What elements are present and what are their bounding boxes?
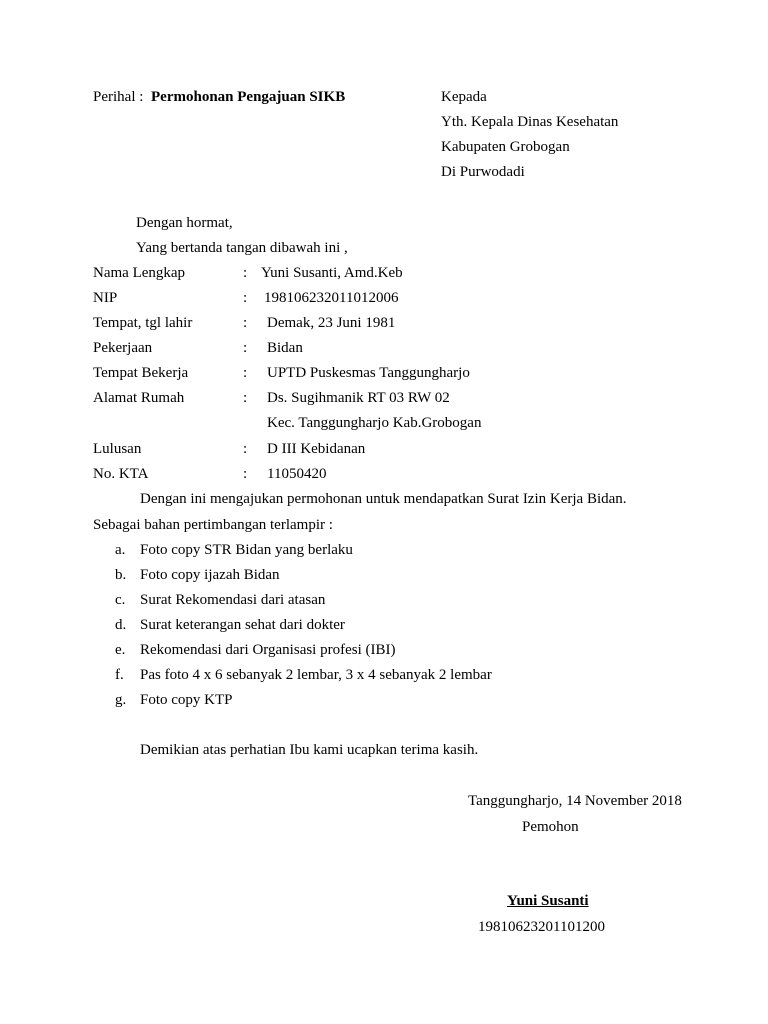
list-item: Foto copy STR Bidan yang berlaku xyxy=(140,542,353,558)
identity-colon: : xyxy=(243,441,248,457)
request-paragraph: Dengan ini mengajukan permohonan untuk mendapatkan Surat Izin Kerja Bidan. xyxy=(140,491,627,507)
list-item: Pas foto 4 x 6 sebanyak 2 lembar, 3 x 4 sebanyak 2 lembar xyxy=(140,667,492,683)
identity-label: No. KTA xyxy=(93,466,149,482)
list-marker: f. xyxy=(115,667,124,683)
identity-colon: : xyxy=(243,365,248,381)
identity-colon: : xyxy=(243,315,248,331)
identity-label: NIP xyxy=(93,290,118,306)
identity-label: Pekerjaan xyxy=(93,340,153,356)
list-item: Foto copy KTP xyxy=(140,692,233,708)
identity-value-address-2: Kec. Tanggungharjo Kab.Grobogan xyxy=(267,415,482,431)
place-date: Tanggungharjo, 14 November 2018 xyxy=(468,793,682,809)
identity-colon: : xyxy=(243,466,248,482)
signer-role: Pemohon xyxy=(522,819,579,835)
recipient-line-2: Yth. Kepala Dinas Kesehatan xyxy=(441,114,619,130)
recipient-line-4: Di Purwodadi xyxy=(441,164,525,180)
recipient-line-3: Kabupaten Grobogan xyxy=(441,139,570,155)
identity-value-birth: Demak, 23 Juni 1981 xyxy=(267,315,396,331)
list-item: Surat keterangan sehat dari dokter xyxy=(140,617,345,633)
greeting: Dengan hormat, xyxy=(136,215,233,231)
list-marker: b. xyxy=(115,567,127,583)
list-marker: d. xyxy=(115,617,127,633)
attachments-intro: Sebagai bahan pertimbangan terlampir : xyxy=(93,517,333,533)
list-item: Rekomendasi dari Organisasi profesi (IBI) xyxy=(140,642,396,658)
list-marker: c. xyxy=(115,592,126,608)
identity-value-nip: 198106232011012006 xyxy=(264,290,399,306)
identity-label: Lulusan xyxy=(93,441,142,457)
identity-value-job: Bidan xyxy=(267,340,303,356)
list-marker: e. xyxy=(115,642,126,658)
perihal-subject: Permohonan Pengajuan SIKB xyxy=(151,89,346,105)
identity-label: Tempat Bekerja xyxy=(93,365,189,381)
identity-colon: : xyxy=(243,290,248,306)
identity-value-education: D III Kebidanan xyxy=(267,441,366,457)
identity-value-address: Ds. Sugihmanik RT 03 RW 02 xyxy=(267,390,450,406)
identity-label: Alamat Rumah xyxy=(93,390,185,406)
signer-name: Yuni Susanti xyxy=(507,893,589,909)
identity-colon: : xyxy=(243,390,248,406)
list-marker: g. xyxy=(115,692,127,708)
identity-colon: : xyxy=(243,265,248,281)
list-marker: a. xyxy=(115,542,126,558)
list-item: Foto copy ijazah Bidan xyxy=(140,567,280,583)
perihal-label: Perihal : xyxy=(93,89,144,105)
identity-label: Tempat, tgl lahir xyxy=(93,315,193,331)
list-item: Surat Rekomendasi dari atasan xyxy=(140,592,326,608)
identity-value-kta: 11050420 xyxy=(267,466,327,482)
identity-value-workplace: UPTD Puskesmas Tanggungharjo xyxy=(267,365,470,381)
identity-colon: : xyxy=(243,340,248,356)
identity-label: Nama Lengkap xyxy=(93,265,186,281)
intro-line: Yang bertanda tangan dibawah ini , xyxy=(136,240,348,256)
identity-value-name: Yuni Susanti, Amd.Keb xyxy=(261,265,403,281)
signer-id: 19810623201101200 xyxy=(478,919,605,935)
recipient-line-1: Kepada xyxy=(441,89,487,105)
closing-thanks: Demikian atas perhatian Ibu kami ucapkan terima kasih. xyxy=(140,742,479,758)
